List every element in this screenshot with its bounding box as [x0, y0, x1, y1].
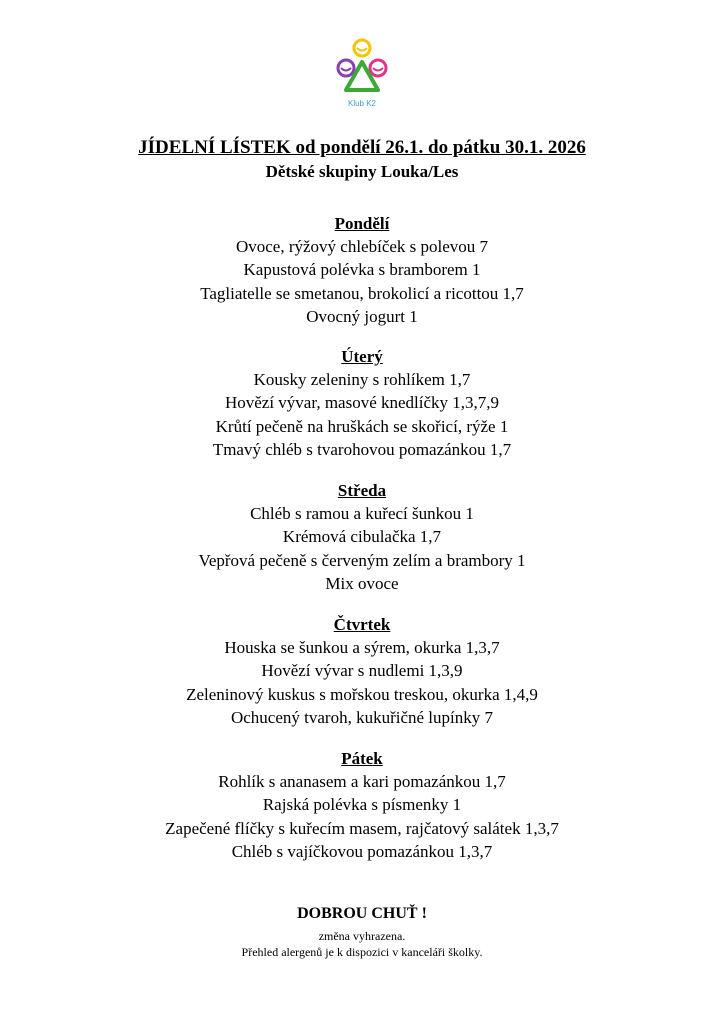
meal-item: Chléb s ramou a kuřecí šunkou 1	[250, 504, 474, 523]
meal-item: Zeleninový kuskus s mořskou treskou, okurka 1,4,9	[186, 684, 538, 704]
meal-item: Ochucený tvaroh, kukuřičné lupínky 7	[230, 708, 493, 728]
logo-label: Klub K2	[347, 99, 377, 108]
meal-item: Kousky zeleniny s rohlíkem 1,7	[253, 370, 471, 389]
meal-item: Hovězí vývar, masové knedlíčky 1,3,7,9	[224, 393, 500, 413]
meal-item: Rajská polévka s písmenky 1	[262, 795, 462, 815]
logo	[332, 38, 392, 110]
meal-item: Krémová cibulačka 1,7	[282, 527, 442, 547]
meal-item: Kapustová polévka s bramborem 1	[243, 260, 481, 280]
meal-item: Ovoce, rýžový chlebíček s polevou 7	[235, 237, 489, 256]
footer-greeting: DOBROU CHUŤ !	[297, 905, 427, 922]
day-heading: Úterý	[341, 347, 383, 366]
day-section-monday	[0, 212, 724, 329]
meal-item: Ovocný jogurt 1	[306, 307, 418, 327]
day-heading: Pátek	[341, 749, 383, 768]
page-subtitle: Dětské skupiny Louka/Les	[265, 162, 459, 181]
meal-item: Mix ovoce	[325, 574, 399, 594]
day-section-thursday	[0, 613, 724, 730]
meal-item: Krůtí pečeně na hruškách se skořicí, rýže 1	[215, 416, 509, 436]
footer-note: změna vyhrazena.	[318, 929, 406, 943]
footer-allergens: Přehled alergenů je k dispozici v kanceláři školky.	[241, 945, 483, 959]
meal-item: Hovězí vývar s nudlemi 1,3,9	[261, 661, 463, 681]
meal-item: Tagliatelle se smetanou, brokolicí a ricottou 1,7	[200, 283, 524, 303]
meal-item: Chléb s vajíčkovou pomazánkou 1,3,7	[231, 842, 493, 862]
day-section-wednesday	[0, 479, 724, 596]
day-heading: Čtvrtek	[333, 615, 391, 634]
klub-k2-logo-icon	[332, 38, 392, 98]
meal-item: Houska se šunkou a sýrem, okurka 1,3,7	[224, 638, 500, 657]
page-title: JÍDELNÍ LÍSTEK od pondělí 26.1. do pátku 30.1. 2026	[138, 137, 586, 158]
day-heading: Pondělí	[334, 214, 390, 233]
day-heading: Středa	[337, 481, 387, 500]
meal-item: Zapečené flíčky s kuřecím masem, rajčatový salátek 1,3,7	[165, 818, 559, 838]
day-section-tuesday	[0, 345, 724, 462]
meal-item: Vepřová pečeně s červeným zelím a brambory 1	[198, 550, 526, 570]
meal-item: Rohlík s ananasem a kari pomazánkou 1,7	[218, 772, 506, 791]
meal-item: Tmavý chléb s tvarohovou pomazánkou 1,7	[212, 440, 512, 460]
day-section-friday	[0, 747, 724, 864]
